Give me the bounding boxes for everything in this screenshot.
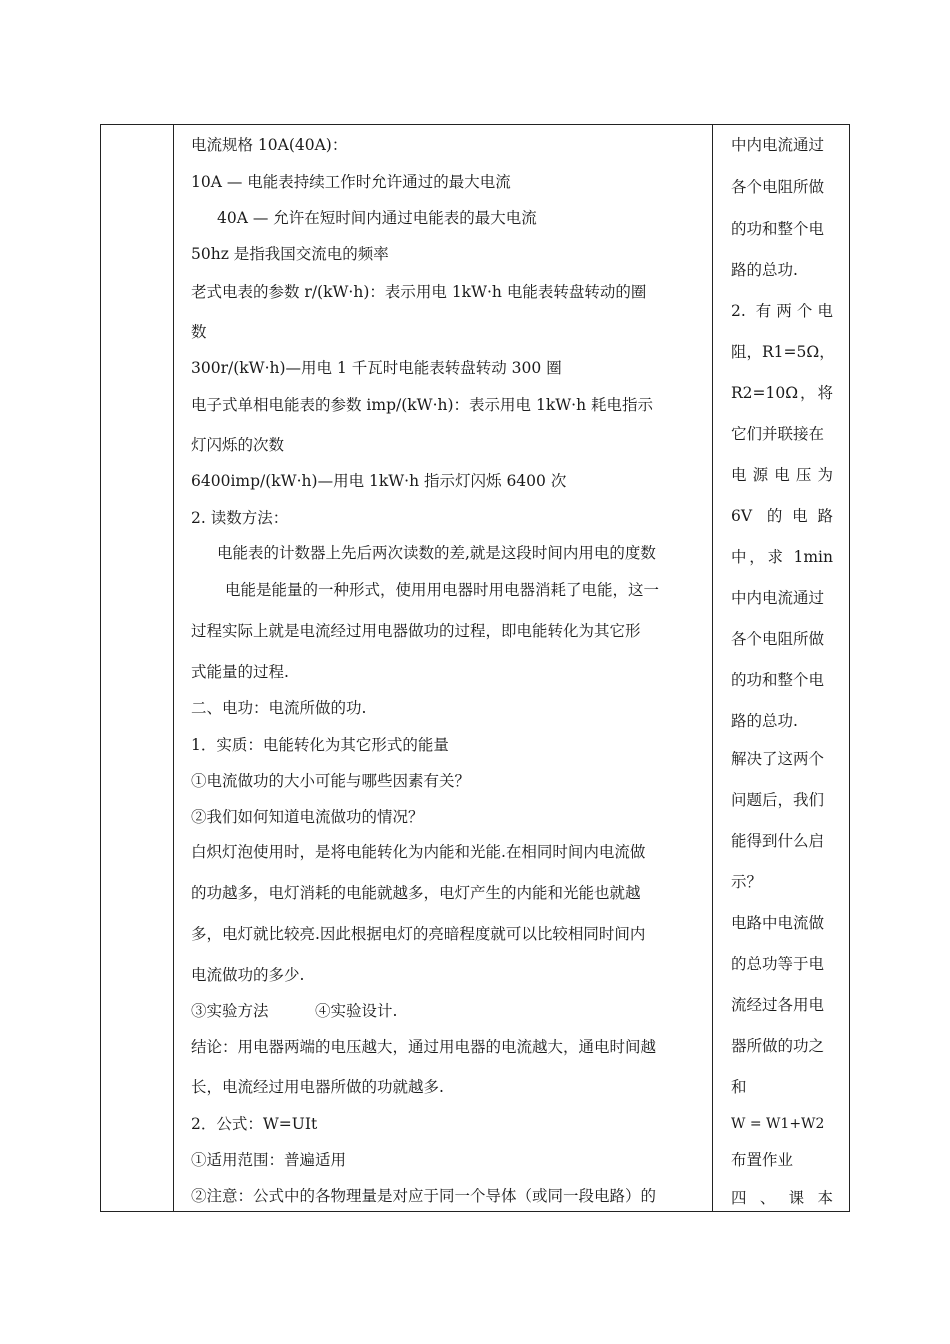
note-line: 器所做的功之 xyxy=(731,1037,825,1055)
note-line: 6V 的电路 xyxy=(731,507,833,525)
note-line: 问题后，我们 xyxy=(731,791,825,809)
note-line: W = W1+W2 xyxy=(731,1116,825,1132)
text-line: 结论：用电器两端的电压越大，通过用电器的电流越大，通电时间越 xyxy=(191,1038,657,1056)
note-line: 的功和整个电 xyxy=(731,220,825,238)
text-line: ①适用范围：普遍适用 xyxy=(191,1151,347,1169)
text-line: 的功越多，电灯消耗的电能就越多，电灯产生的内能和光能也就越 xyxy=(191,884,641,902)
text-line: 40A — 允许在短时间内通过电能表的最大电流 xyxy=(217,209,537,227)
text-line: ①电流做功的大小可能与哪些因素有关？ xyxy=(191,772,471,790)
text-line: 10A — 电能表持续工作时允许通过的最大电流 xyxy=(191,173,511,191)
text-line: 过程实际上就是电流经过用电器做功的过程，即电能转化为其它形 xyxy=(191,622,641,640)
text-line: 1．实质：电能转化为其它形式的能量 xyxy=(191,736,449,754)
lesson-table xyxy=(100,124,850,1212)
text-line: 电流做功的多少. xyxy=(191,966,305,984)
note-line: 各个电阻所做 xyxy=(731,178,825,196)
text-line: 6400imp/(kW·h)—用电 1kW·h 指示灯闪烁 6400 次 xyxy=(191,472,567,490)
text-line: ③实验方法 ④实验设计. xyxy=(191,1002,398,1020)
note-line: 它们并联接在 xyxy=(731,425,825,443)
note-line: 路的总功. xyxy=(731,712,798,730)
text-line: 数 xyxy=(191,323,207,341)
text-line: 多，电灯就比较亮.因此根据电灯的亮暗程度就可以比较相同时间内 xyxy=(191,925,646,943)
note-line: 的功和整个电 xyxy=(731,671,825,689)
text-line: 2. 读数方法： xyxy=(191,509,289,527)
text-line: 300r/(kW·h)—用电 1 千瓦时电能表转盘转动 300 圈 xyxy=(191,359,562,377)
note-line: 和 xyxy=(731,1078,747,1096)
text-line: 灯闪烁的次数 xyxy=(191,436,285,454)
column-divider xyxy=(712,125,713,1211)
text-line: 电流规格 10A(40A)： xyxy=(191,136,348,154)
note-line: 电源电压为 xyxy=(731,466,833,484)
text-line: ②我们如何知道电流做功的情况？ xyxy=(191,808,424,826)
note-line: 2. 有两个电 xyxy=(731,302,833,320)
text-line: 电能是能量的一种形式，使用用电器时用电器消耗了电能，这一 xyxy=(225,581,660,599)
text-line: 2．公式：W=UIt xyxy=(191,1115,318,1133)
column-divider xyxy=(173,125,174,1211)
text-line: 50hz 是指我国交流电的频率 xyxy=(191,245,389,263)
note-line: 解决了这两个 xyxy=(731,750,825,768)
note-line: 中内电流通过 xyxy=(731,589,825,607)
text-line: 二、电功：电流所做的功. xyxy=(191,699,367,717)
note-line: 示？ xyxy=(731,873,763,891)
note-line: 的总功等于电 xyxy=(731,955,825,973)
note-line: 中内电流通过 xyxy=(731,136,825,154)
text-line: ②注意：公式中的各物理量是对应于同一个导体（或同一段电路）的 xyxy=(191,1187,657,1205)
note-line: 中，求 1min xyxy=(731,548,833,566)
text-line: 电子式单相电能表的参数 imp/(kW·h)：表示用电 1kW·h 耗电指示 xyxy=(191,396,654,414)
note-line: 四 、 课 本 xyxy=(731,1189,833,1207)
note-line: 路的总功. xyxy=(731,261,798,279)
note-line: 布置作业 xyxy=(731,1151,794,1169)
note-line: 各个电阻所做 xyxy=(731,630,825,648)
note-line: 阻，R1=5Ω， xyxy=(731,343,835,361)
text-line: 白炽灯泡使用时，是将电能转化为内能和光能.在相同时间内电流做 xyxy=(191,843,646,861)
note-line: 电路中电流做 xyxy=(731,914,825,932)
note-line: R2=10Ω，将 xyxy=(731,384,833,402)
text-line: 电能表的计数器上先后两次读数的差,就是这段时间内用电的度数 xyxy=(217,544,656,562)
text-line: 长，电流经过用电器所做的功就越多. xyxy=(191,1078,444,1096)
text-line: 式能量的过程. xyxy=(191,663,289,681)
note-line: 能得到什么启 xyxy=(731,832,825,850)
text-line: 老式电表的参数 r/(kW·h)：表示用电 1kW·h 电能表转盘转动的圈 xyxy=(191,283,647,301)
note-line: 流经过各用电 xyxy=(731,996,825,1014)
